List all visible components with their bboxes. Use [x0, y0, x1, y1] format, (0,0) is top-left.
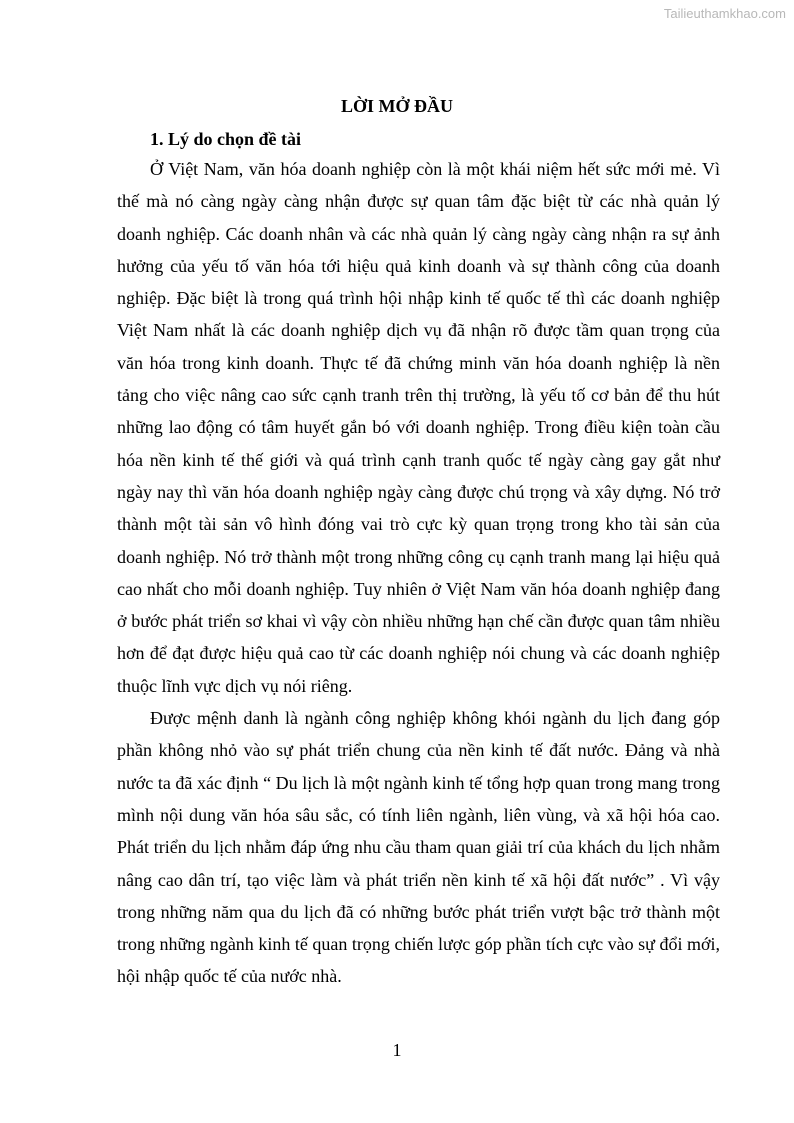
page-number: 1: [392, 1040, 402, 1060]
page-heading: LỜI MỞ ĐẦU: [341, 96, 453, 116]
paragraph-1: Ở Việt Nam, văn hóa doanh nghiệp còn là một khái niệm hết sức mới mẻ. Vì thế mà nó càng ngày càng nhận được sự quan tâm đặc biệt từ các nhà quản lý doanh nghiệp. Các doanh nhân và các nhà quản lý càng ngày càng nhận ra sự ảnh hưởng của yếu tố văn hóa tới hiệu quả kinh doanh và sự thành công của doanh nghiệp. Đặc biệt là trong quá trình hội nhập kinh tế quốc tế thì các doanh nghiệp Việt Nam nhất là các doanh nghiệp dịch vụ đã nhận rõ được tầm quan trọng của văn hóa trong kinh doanh. Thực tế đã chứng minh văn hóa doanh nghiệp là nền tảng cho việc nâng cao sức cạnh tranh trên thị trường, là yếu tố cơ bản để thu hút những lao động có tâm huyết gắn bó với doanh nghiệp. Trong điều kiện toàn cầu hóa nền kinh tế thế giới và quá trình cạnh tranh quốc tế ngày càng gay gắt như ngày nay thì văn hóa doanh nghiệp ngày càng được chú trọng và xây dựng. Nó trở thành một tài sản vô hình đóng vai trò cực kỳ quan trọng trong kho tài sản của doanh nghiệp. Nó trở thành một trong những công cụ cạnh tranh mang lại hiệu quả cao nhất cho mỗi doanh nghiệp. Tuy nhiên ở Việt Nam văn hóa doanh nghiệp đang ở bước phát triển sơ khai vì vậy còn nhiều những hạn chế cần được quan tâm nhiều hơn để đạt được hiệu quả cao từ các doanh nghiệp nói chung và các doanh nghiệp thuộc lĩnh vực dịch vụ nói riêng.: [117, 159, 720, 696]
body-text: [117, 153, 720, 993]
section-title: 1. Lý do chọn đề tài: [150, 129, 302, 149]
paragraph-2: Được mệnh danh là ngành công nghiệp không khói ngành du lịch đang góp phần không nhỏ vào sự phát triển chung của nền kinh tế đất nước. Đảng và nhà nước ta đã xác định “ Du lịch là một ngành kinh tế tổng hợp quan trong mang trong mình nội dung văn hóa sâu sắc, có tính liên ngành, liên vùng, và xã hội hóa cao. Phát triển du lịch nhằm đáp ứng nhu cầu tham quan giải trí của khách du lịch nhằm nâng cao dân trí, tạo việc làm và phát triển nền kinh tế xã hội đất nước” . Vì vậy trong những năm qua du lịch đã có những bước phát triển vượt bậc trở thành một trong những ngành kinh tế quan trọng chiến lược góp phần tích cực vào sự đổi mới, hội nhập quốc tế của nước nhà.: [117, 708, 720, 987]
watermark: Tailieuthamkhao.com: [663, 6, 786, 21]
